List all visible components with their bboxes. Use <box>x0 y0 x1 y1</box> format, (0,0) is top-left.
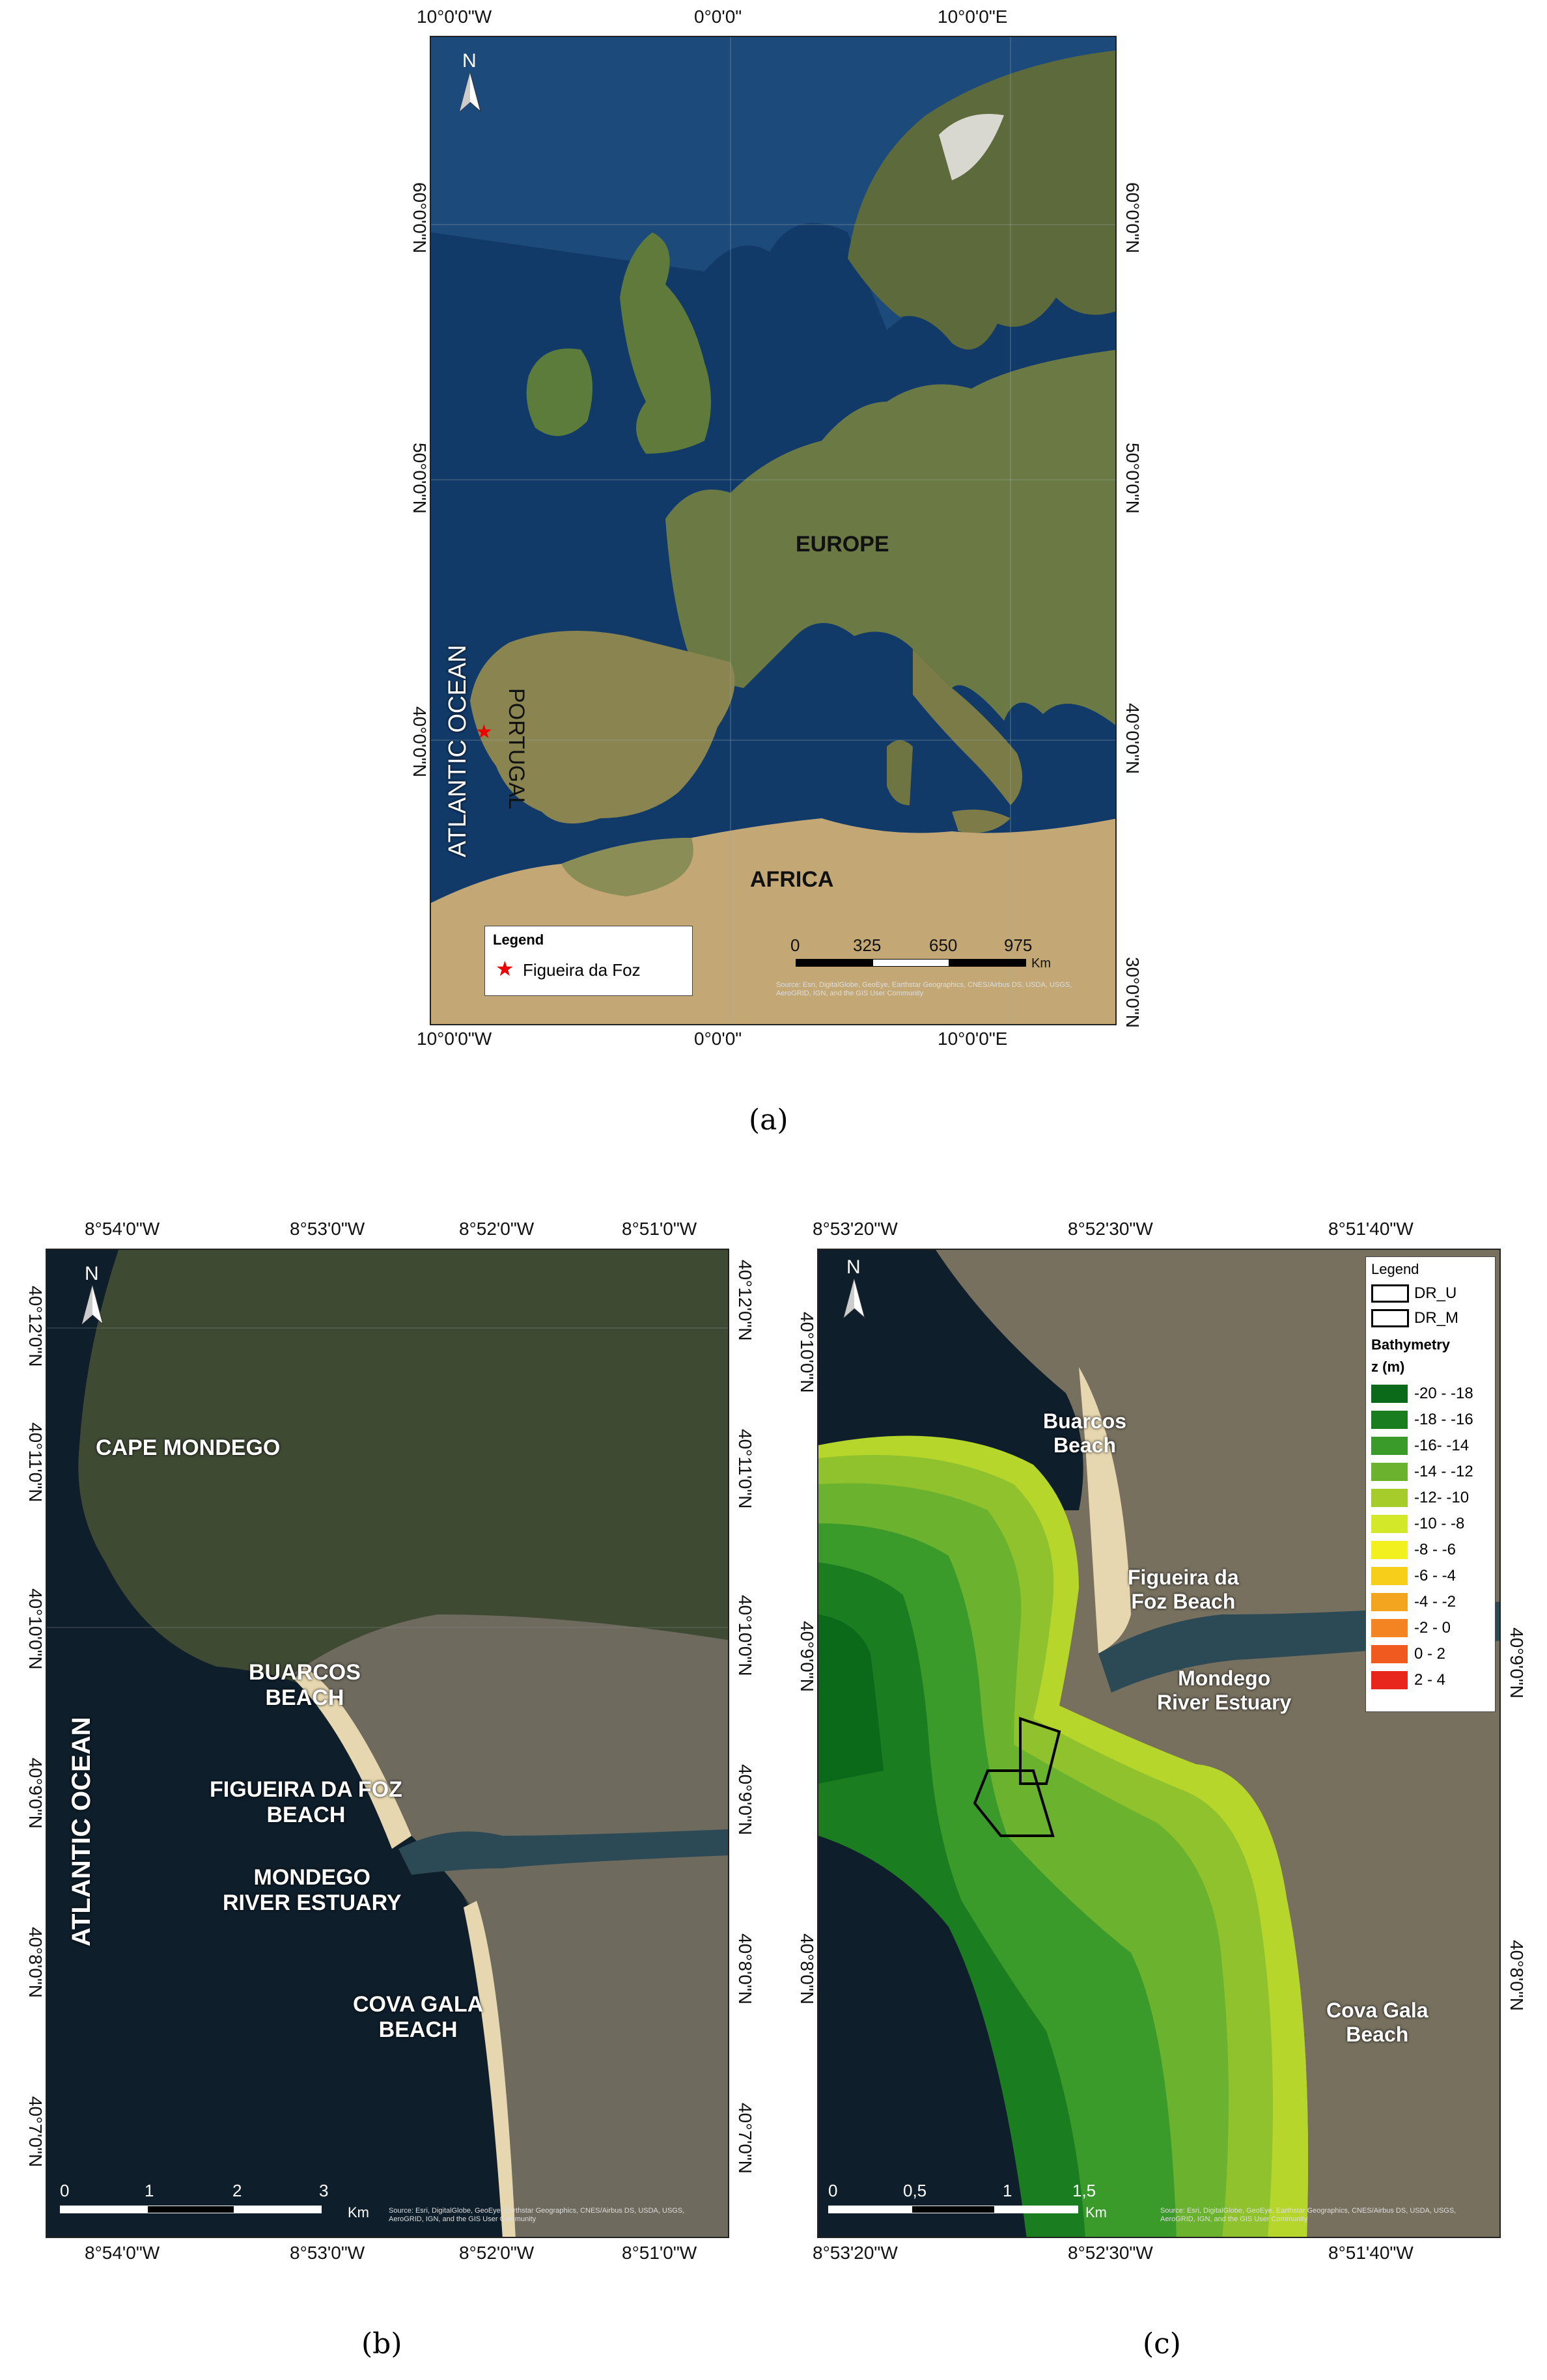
top-coord-b-1: 8°54'0"W <box>85 1219 160 1239</box>
bathymetry-swatch <box>1371 1489 1408 1507</box>
label-c-estuary: Mondego River Estuary <box>1157 1667 1292 1714</box>
bottom-coord-b-2: 8°53'0"W <box>290 2243 365 2263</box>
left-coord-c-1: 40°10'0"N <box>797 1312 817 1393</box>
bathymetry-swatch <box>1371 1645 1408 1663</box>
bathymetry-swatch <box>1371 1567 1408 1585</box>
right-coord-b-4: 40°9'0"N <box>735 1764 755 1835</box>
scale-bar-b <box>60 2181 333 2226</box>
bathymetry-swatch <box>1371 1671 1408 1689</box>
bathymetry-swatch <box>1371 1515 1408 1533</box>
left-coord-b-2: 40°11'0"N <box>25 1422 46 1502</box>
bathymetry-class-label: -8 - -6 <box>1414 1541 1456 1558</box>
bathymetry-class-label: -10 - -8 <box>1414 1515 1465 1532</box>
right-coord-c-1: 40°9'0"N <box>1507 1627 1527 1698</box>
left-coord-b-3: 40°10'0"N <box>25 1588 46 1670</box>
caption-a: (a) <box>749 1103 788 1137</box>
bottom-coord-c-2: 8°52'30"W <box>1068 2243 1153 2263</box>
scale-c-1: 0,5 <box>903 2181 927 2200</box>
top-coord-a-3: 10°0'0"E <box>938 7 1008 27</box>
top-coord-c-1: 8°53'20"W <box>813 1219 898 1239</box>
scale-c-unit: Km <box>1085 2204 1107 2221</box>
bathymetry-class-row <box>1371 1434 1495 1458</box>
label-buarcos-beach: BUARCOS BEACH <box>249 1660 361 1711</box>
label-c-cova-gala: Cova Gala Beach <box>1326 1999 1429 2046</box>
legend-a-title: Legend <box>493 932 544 948</box>
label-atlantic-ocean: ATLANTIC OCEAN <box>444 644 471 857</box>
right-coord-a-4: 30°0'0"N <box>1122 957 1143 1028</box>
bathymetry-class-label: -20 - -18 <box>1414 1385 1473 1402</box>
bathymetry-class-label: -18 - -16 <box>1414 1411 1473 1428</box>
left-coord-b-6: 40°7'0"N <box>25 2096 46 2167</box>
left-coord-b-1: 40°12'0"N <box>25 1286 46 1367</box>
bottom-coord-c-3: 8°51'40"W <box>1328 2243 1414 2263</box>
dr-m-swatch <box>1371 1309 1409 1327</box>
bottom-coord-a-3: 10°0'0"E <box>938 1029 1008 1049</box>
legend-c-dr-m: DR_M <box>1414 1309 1459 1327</box>
bathymetry-class-row <box>1371 1590 1495 1614</box>
label-c-figueira: Figueira da Foz Beach <box>1128 1566 1239 1613</box>
bathymetry-class-row <box>1371 1642 1495 1666</box>
left-coord-b-5: 40°8'0"N <box>25 1927 46 1998</box>
label-cape-mondego: CAPE MONDEGO <box>96 1435 281 1460</box>
top-coord-b-2: 8°53'0"W <box>290 1219 365 1239</box>
top-coord-a-2: 0°0'0" <box>694 7 742 27</box>
scale-a-3: 975 <box>1004 935 1033 955</box>
bathymetry-swatch <box>1371 1541 1408 1559</box>
top-coord-c-2: 8°52'30"W <box>1068 1219 1153 1239</box>
bathymetry-class-row <box>1371 1668 1495 1692</box>
scale-a-unit: Km <box>1031 956 1051 971</box>
bathymetry-class-row <box>1371 1564 1495 1588</box>
label-cova-gala-beach: COVA GALA BEACH <box>353 1992 484 2043</box>
bathymetry-map <box>817 1249 1501 2238</box>
north-arrow-label: N <box>462 50 477 72</box>
north-arrow-b-label: N <box>85 1263 99 1284</box>
bathymetry-swatch <box>1371 1463 1408 1481</box>
attribution-c: Source: Esri, DigitalGlobe, GeoEye, Earthstar Geographics, CNES/Airbus DS, USDA, USGS, AeroGRID, IGN, and the GIS User Community <box>1160 2207 1456 2224</box>
left-coord-c-2: 40°9'0"N <box>797 1621 817 1692</box>
bathymetry-class-label: 2 - 4 <box>1414 1671 1446 1689</box>
right-coord-b-2: 40°11'0"N <box>735 1429 755 1509</box>
figueira-marker-icon: ★ <box>475 721 493 743</box>
bottom-coord-b-4: 8°51'0"W <box>622 2243 697 2263</box>
attribution-b: Source: Esri, DigitalGlobe, GeoEye, Earthstar Geographics, CNES/Airbus DS, USDA, USGS, AeroGRID, IGN, and the GIS User Community <box>389 2207 685 2224</box>
bottom-coord-b-3: 8°52'0"W <box>459 2243 535 2263</box>
bathymetry-class-row <box>1371 1512 1495 1536</box>
bathymetry-class-label: -4 - -2 <box>1414 1593 1456 1611</box>
scale-c-2: 1 <box>1003 2181 1012 2200</box>
label-portugal: PORTUGAL <box>504 688 529 810</box>
bathymetry-class-row <box>1371 1382 1495 1405</box>
right-coord-b-3: 40°10'0"N <box>735 1595 755 1676</box>
europe-map <box>430 36 1117 1025</box>
bathymetry-swatch <box>1371 1619 1408 1637</box>
legend-a-item: Figueira da Foz <box>523 960 641 980</box>
top-coord-b-3: 8°52'0"W <box>459 1219 535 1239</box>
bottom-coord-c-1: 8°53'20"W <box>813 2243 898 2263</box>
scale-b-2: 2 <box>232 2181 242 2200</box>
legend-c <box>1365 1256 1496 1712</box>
bathymetry-class-label: -6 - -4 <box>1414 1567 1456 1584</box>
bathymetry-class-label: -16- -14 <box>1414 1437 1470 1454</box>
bathymetry-swatch <box>1371 1385 1408 1403</box>
bathymetry-class-row <box>1371 1460 1495 1484</box>
scale-b-1: 1 <box>145 2181 154 2200</box>
left-coord-a-1: 60°0'0"N <box>410 182 430 253</box>
caption-c: (c) <box>1143 2327 1181 2360</box>
legend-a <box>484 926 693 996</box>
caption-b: (b) <box>361 2327 402 2360</box>
top-coord-c-3: 8°51'40"W <box>1328 1219 1414 1239</box>
bathymetry-class-label: -14 - -12 <box>1414 1463 1473 1480</box>
label-atlantic-ocean-b: ATLANTIC OCEAN <box>67 1717 96 1946</box>
bathymetry-class-row <box>1371 1616 1495 1640</box>
left-coord-a-2: 50°0'0"N <box>410 443 430 514</box>
right-coord-a-2: 50°0'0"N <box>1122 443 1143 514</box>
left-coord-b-4: 40°9'0"N <box>25 1758 46 1829</box>
scale-c-3: 1,5 <box>1072 2181 1096 2200</box>
bottom-coord-a-1: 10°0'0"W <box>417 1029 492 1049</box>
label-mondego-estuary: MONDEGO RIVER ESTUARY <box>223 1865 402 1916</box>
north-arrow-icon <box>451 50 490 115</box>
legend-c-bathy-title: Bathymetry <box>1371 1336 1451 1353</box>
right-coord-a-1: 60°0'0"N <box>1122 182 1143 253</box>
scale-b-3: 3 <box>319 2181 329 2200</box>
legend-c-dr-u: DR_U <box>1414 1284 1457 1302</box>
label-figueira-beach: FIGUEIRA DA FOZ BEACH <box>210 1777 402 1828</box>
bathymetry-class-row <box>1371 1486 1495 1510</box>
scale-bar-a <box>790 935 1056 988</box>
bathymetry-class-label: 0 - 2 <box>1414 1645 1446 1663</box>
bathymetry-swatch <box>1371 1593 1408 1611</box>
top-coord-a-1: 10°0'0"W <box>417 7 492 27</box>
legend-c-title: Legend <box>1371 1261 1419 1277</box>
bathymetry-swatch <box>1371 1411 1408 1429</box>
left-coord-c-3: 40°8'0"N <box>797 1933 817 2004</box>
bathymetry-class-label: -2 - 0 <box>1414 1619 1451 1637</box>
right-coord-b-6: 40°7'0"N <box>735 2103 755 2174</box>
right-coord-b-1: 40°12'0"N <box>735 1260 755 1341</box>
right-coord-b-5: 40°8'0"N <box>735 1933 755 2004</box>
scale-a-0: 0 <box>790 935 800 955</box>
scale-b-unit: Km <box>348 2204 369 2221</box>
bottom-coord-a-2: 0°0'0" <box>694 1029 742 1049</box>
scale-c-0: 0 <box>828 2181 838 2200</box>
bathymetry-swatch <box>1371 1437 1408 1455</box>
legend-c-unit: z (m) <box>1371 1359 1405 1375</box>
north-arrow-b-icon <box>73 1263 112 1328</box>
scale-b-0: 0 <box>60 2181 70 2200</box>
scale-a-1: 325 <box>853 935 882 955</box>
bottom-coord-b-1: 8°54'0"W <box>85 2243 160 2263</box>
bathymetry-class-row <box>1371 1538 1495 1562</box>
attribution-a: Source: Esri, DigitalGlobe, GeoEye, Earthstar Geographics, CNES/Airbus DS, USDA, USGS, AeroGRID, IGN, and the GIS User Community <box>776 981 1072 998</box>
label-africa: AFRICA <box>750 867 834 892</box>
left-coord-a-3: 40°0'0"N <box>410 706 430 777</box>
right-coord-c-2: 40°8'0"N <box>1507 1940 1527 2011</box>
right-coord-a-3: 40°0'0"N <box>1122 703 1143 774</box>
north-arrow-c-icon <box>835 1256 874 1321</box>
top-coord-b-4: 8°51'0"W <box>622 1219 697 1239</box>
scale-a-2: 650 <box>929 935 958 955</box>
bathymetry-class-row <box>1371 1408 1495 1432</box>
label-c-buarcos: Buarcos Beach <box>1043 1409 1127 1457</box>
star-icon: ★ <box>495 957 514 980</box>
bathymetry-class-label: -12- -10 <box>1414 1489 1470 1506</box>
dr-u-swatch <box>1371 1284 1409 1303</box>
label-europe: EUROPE <box>796 532 889 557</box>
figueira-regional-map <box>46 1249 729 2238</box>
north-arrow-c-label: N <box>846 1256 861 1278</box>
